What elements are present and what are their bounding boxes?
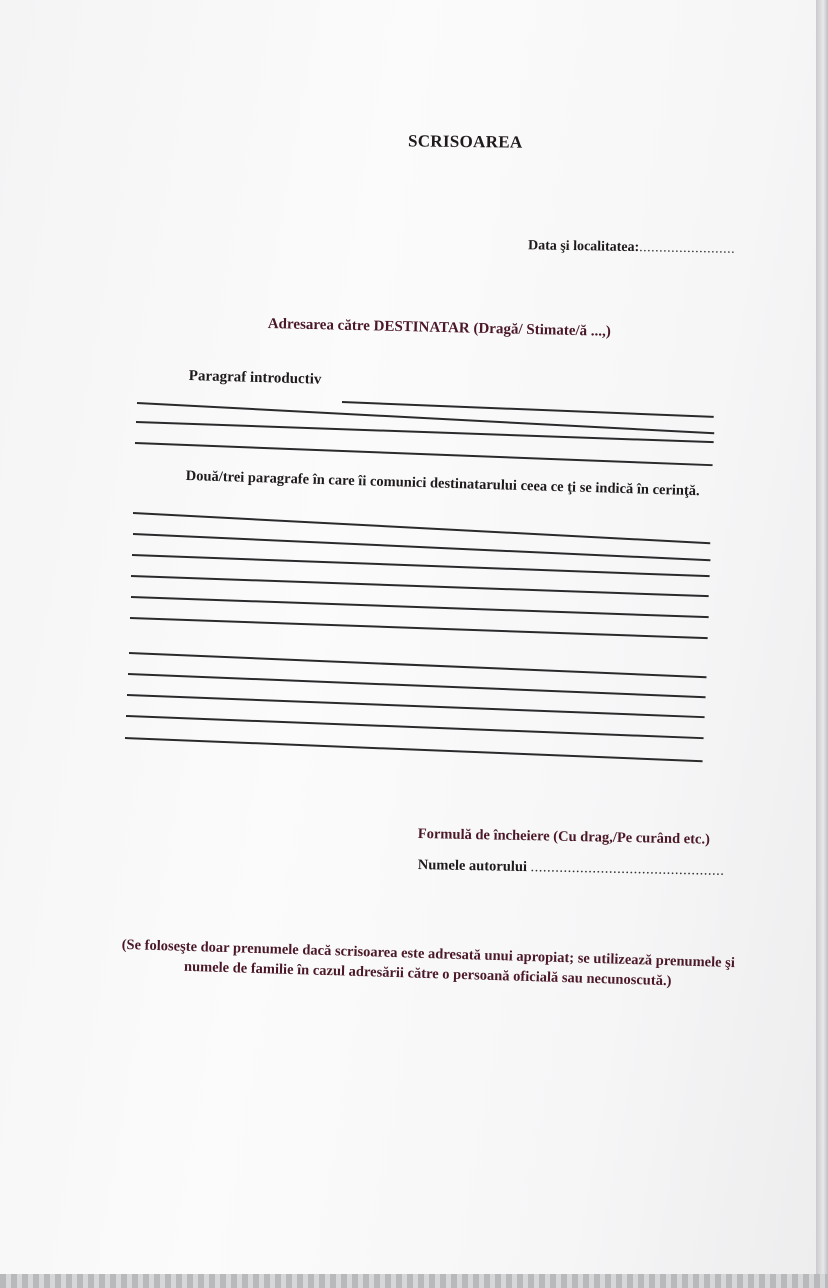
- author-name-line: [418, 857, 725, 880]
- date-place-label: Data şi localitatea:: [527, 238, 640, 256]
- writing-line: [131, 596, 709, 618]
- writing-line: [130, 617, 708, 639]
- writing-line: [125, 737, 703, 762]
- writing-line: [133, 512, 710, 544]
- closing-formula-line: [418, 826, 710, 849]
- sheet-edge: [816, 0, 828, 1288]
- recipient-address-line: [268, 316, 611, 341]
- page-title: SCRISOAREA: [407, 131, 523, 152]
- signature-note: (Se foloseşte doar prenumele dacă scrisoarea este adresată unui apropiat; se utilizează prenumele şi numele de familie în cazul adresării către o persoană oficială sau necunoscută.): [121, 936, 736, 990]
- body-paragraphs-label: Două/trei paragrafe în care îi comunici destinatarului ceea ce ţi se indică în cerinţă.: [185, 468, 700, 500]
- writing-line: [128, 673, 706, 698]
- writing-line: [131, 575, 709, 597]
- writing-line: [132, 554, 710, 577]
- writing-line: [136, 421, 714, 443]
- recipient-address-text: Adresarea către DESTINATAR (Dragă/ Stimate/ă ...,): [267, 316, 612, 340]
- date-place-line: [528, 238, 735, 258]
- writing-line: [127, 694, 705, 718]
- date-place-dots: ........................: [639, 240, 736, 257]
- intro-paragraph-label: Paragraf introductiv: [188, 368, 322, 388]
- sheet-edge: [0, 1274, 828, 1288]
- writing-line: [126, 715, 704, 739]
- author-name-label: Numele autorului: [417, 857, 528, 876]
- author-name-dots: ...............................................: [530, 859, 725, 879]
- writing-line: [135, 442, 713, 466]
- writing-line: [137, 402, 714, 434]
- writing-line: [129, 652, 707, 678]
- closing-formula-text: Formulă de încheiere (Cu drag,/Pe curând etc.): [417, 826, 711, 848]
